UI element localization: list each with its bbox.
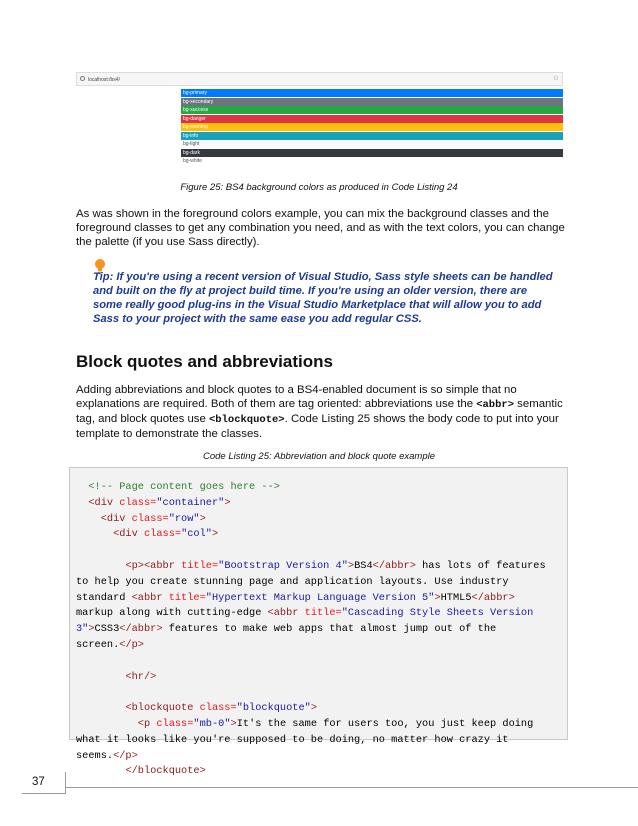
code-line: </blockquote> bbox=[125, 765, 206, 778]
code-line: standard <abbr title="Hypertext Markup Language Version 5">HTML5</abbr> bbox=[76, 591, 515, 604]
code-block bbox=[76, 480, 546, 780]
code-line: seems.</p> bbox=[76, 749, 138, 762]
code-line: <div class="container"> bbox=[88, 496, 231, 509]
bg-row-bg-secondary: bg-secondary bbox=[181, 98, 563, 106]
bg-row-bg-danger: bg-danger bbox=[181, 115, 563, 123]
code-line: what it looks like you're supposed to be doing, no matter how crazy it bbox=[76, 733, 509, 746]
code-listing bbox=[69, 467, 568, 778]
code-line: screen.</p> bbox=[76, 638, 144, 651]
bg-row-bg-dark: bg-dark bbox=[181, 149, 563, 157]
paragraph-intro: As was shown in the foreground colors example, you can mix the background classes and the foreground classes to get any combination you need, and as with the text colors, you can change the palette (if you use Sass directly). bbox=[76, 208, 565, 248]
tip-callout: Tip: If you're using a recent version of Visual Studio, Sass style sheets can be handled and built on the fly at project build time. If you're using an older version, there are some really good plug-ins in the Visual Studio Marketplace that will allow you to add Sass to your project with the same ease you add regular CSS. bbox=[93, 271, 553, 325]
code-line: <p class="mb-0">It's the same for users too, you just keep doing bbox=[137, 717, 534, 730]
paragraph-abbr-blockquote bbox=[76, 383, 566, 441]
code-line: <hr/> bbox=[125, 670, 157, 683]
bg-row-bg-success: bg-success bbox=[181, 106, 563, 114]
code-line: <p><abbr title="Bootstrap Version 4">BS4</abbr> has lots of features bbox=[125, 559, 546, 572]
listing-caption: Code Listing 25: Abbreviation and block quote example bbox=[202, 451, 436, 462]
blockquote-tag-inline: <blockquote> bbox=[208, 414, 285, 426]
bg-row-bg-light: bg-light bbox=[181, 140, 563, 148]
code-line: to help you create stunning page and application layouts. Use industry bbox=[76, 575, 509, 588]
code-line: <blockquote class="blockquote"> bbox=[125, 702, 318, 715]
code-line: <div class="row"> bbox=[100, 512, 206, 525]
section-heading: Block quotes and abbreviations bbox=[76, 352, 333, 371]
para2-text-3: . Code Listing 25 shows the body code to put into your template to demonstrate the classes. bbox=[76, 413, 559, 440]
footer-rule bbox=[66, 787, 638, 788]
star-icon: ☆ bbox=[552, 75, 559, 82]
url-text: localhost:/bs4/ bbox=[88, 77, 120, 83]
figure-caption: Figure 25: BS4 background colors as produced in Code Listing 24 bbox=[180, 182, 458, 193]
code-line: <div class="col"> bbox=[113, 528, 219, 541]
info-icon bbox=[80, 76, 85, 81]
abbr-tag-inline: <abbr> bbox=[476, 399, 515, 411]
para2-text-2: semantic tag, and block quotes use bbox=[76, 398, 563, 425]
bg-row-bg-white: bg-white bbox=[181, 157, 563, 165]
para2-text-1: Adding abbreviations and block quotes to a BS4-enabled document is so simple that no explanations are required. Both of them are tag oriented: abbreviations use the bbox=[76, 384, 517, 410]
address-bar bbox=[76, 72, 563, 86]
figure-browser-screenshot bbox=[76, 72, 563, 172]
code-line: <!-- Page content goes here --> bbox=[76, 481, 280, 493]
code-line: markup along with cutting-edge <abbr title="Cascading Style Sheets Version bbox=[76, 607, 534, 620]
page-number: 37 bbox=[32, 776, 45, 788]
bg-row-bg-warning: bg-warning bbox=[181, 123, 563, 131]
code-line: 3">CSS3</abbr> features to make web apps that almost jump out of the bbox=[76, 623, 497, 636]
bg-row-bg-info: bg-info bbox=[181, 132, 563, 140]
bg-row-bg-primary: bg-primary bbox=[181, 89, 563, 97]
